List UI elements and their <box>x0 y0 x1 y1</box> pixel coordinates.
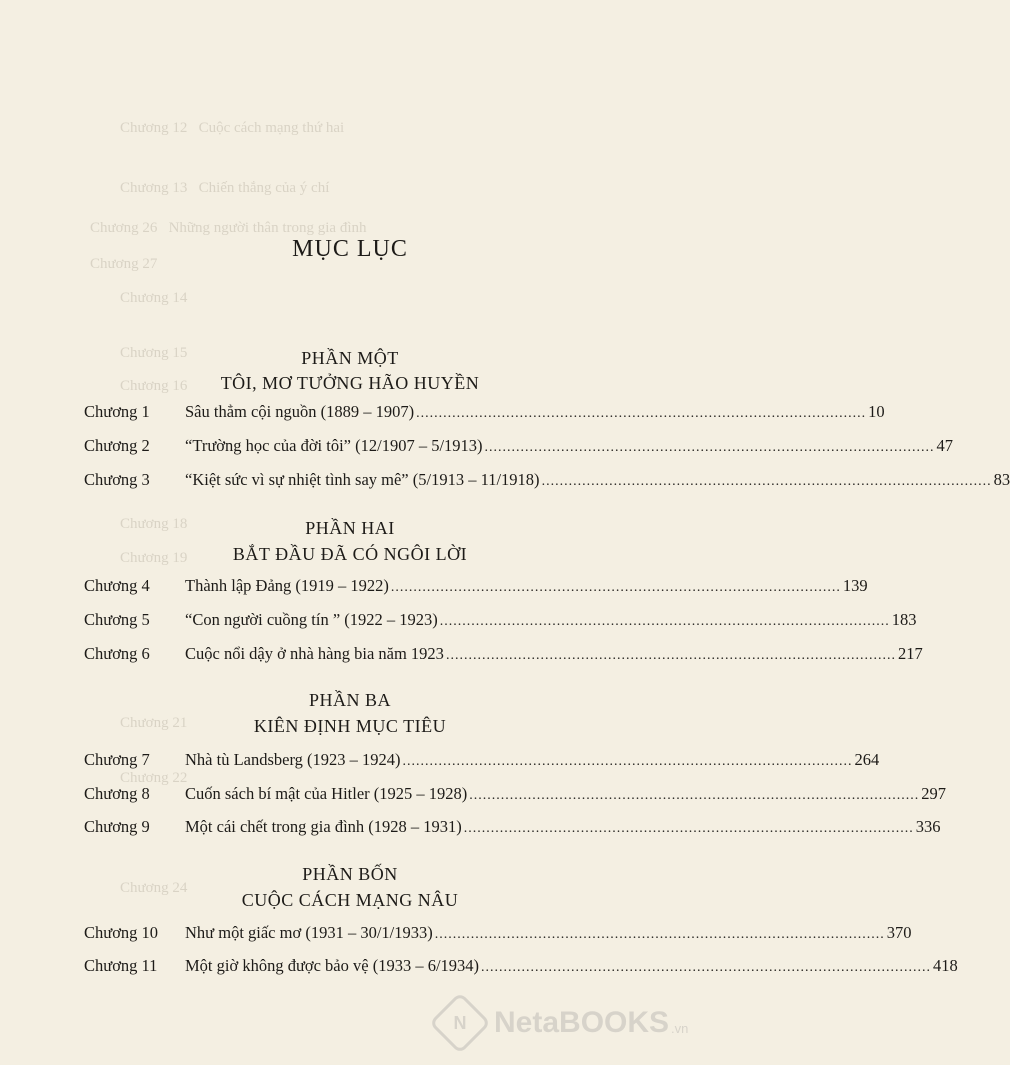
chapter-label: Chương 5 <box>84 610 150 629</box>
chapter-label: Chương 9 <box>84 817 150 836</box>
page-number: 264 <box>854 750 880 769</box>
part-subheading: BẮT ĐẦU ĐÃ CÓ NGÔI LỜI <box>232 544 468 564</box>
toc-entry[interactable] <box>84 784 947 810</box>
netabooks-watermark <box>438 1000 688 1046</box>
page-number: 297 <box>921 784 947 803</box>
toc-entry[interactable] <box>84 402 885 428</box>
watermark-suffix: .vn <box>671 1021 689 1036</box>
chapter-title: Cuộc nổi dậy ở nhà hàng bia năm 1923 <box>185 644 444 663</box>
leader-dots: .................................................................................................... <box>481 960 932 975</box>
chapter-title: Cuốn sách bí mật của Hitler (1925 – 1928) <box>185 784 468 803</box>
leader-dots: .................................................................................................... <box>541 474 992 489</box>
chapter-title: Như một giấc mơ (1931 – 30/1/1933) <box>185 923 433 942</box>
watermark-brand: NetaBOOKS <box>494 1006 670 1039</box>
chapter-label: Chương 11 <box>84 956 158 975</box>
toc-entry[interactable] <box>84 750 880 776</box>
leader-dots: .................................................................................................... <box>484 440 935 455</box>
chapter-title: “Trường học của đời tôi” (12/1907 – 5/1913) <box>185 436 483 455</box>
part-heading: PHẦN BA <box>308 690 391 710</box>
page-number: 418 <box>933 956 958 975</box>
toc-entry[interactable] <box>84 470 1010 496</box>
part-subheading: KIÊN ĐỊNH MỤC TIÊU <box>253 716 447 736</box>
leader-dots: .................................................................................................... <box>402 754 853 769</box>
logo-letter: N <box>453 1012 467 1033</box>
page-number: 10 <box>868 402 885 421</box>
chapter-label: Chương 1 <box>84 402 150 421</box>
part-heading: PHẦN HAI <box>305 518 395 538</box>
chapter-label: Chương 6 <box>84 644 150 663</box>
leader-dots: .................................................................................................... <box>469 788 920 803</box>
part-heading: PHẦN MỘT <box>301 348 399 368</box>
page-number: 83 <box>993 470 1010 489</box>
page-number: 139 <box>842 576 868 595</box>
toc-entry[interactable] <box>84 610 917 636</box>
chapter-title: Thành lập Đảng (1919 – 1922) <box>185 576 389 595</box>
toc-entry[interactable] <box>84 436 954 462</box>
chapter-title: Một cái chết trong gia đình (1928 – 1931) <box>185 817 462 836</box>
toc-entry[interactable] <box>84 923 912 949</box>
leader-dots: .................................................................................................... <box>439 614 890 629</box>
leader-dots: .................................................................................................... <box>445 648 896 663</box>
page-number: 370 <box>886 923 912 942</box>
chapter-label: Chương 2 <box>84 436 150 455</box>
leader-dots: .................................................................................................... <box>434 927 885 942</box>
leader-dots: .................................................................................................... <box>463 821 914 836</box>
leader-dots: .................................................................................................... <box>390 580 841 595</box>
toc-entry[interactable] <box>84 576 868 602</box>
page-title: MỤC LỤC <box>292 236 408 262</box>
page-number: 47 <box>936 436 954 455</box>
toc-entry[interactable] <box>84 817 941 843</box>
toc-entry[interactable] <box>84 644 923 670</box>
chapter-label: Chương 7 <box>84 750 150 769</box>
page-number: 183 <box>891 610 917 629</box>
chapter-title: Nhà tù Landsberg (1923 – 1924) <box>185 750 401 769</box>
page-number: 336 <box>915 817 941 836</box>
part-heading: PHẦN BỐN <box>302 864 398 884</box>
chapter-label: Chương 8 <box>84 784 150 803</box>
chapter-title: Một giờ không được bảo vệ (1933 – 6/1934) <box>185 956 480 975</box>
chapter-label: Chương 10 <box>84 923 159 942</box>
part-subheading: TÔI, MƠ TƯỞNG HÃO HUYỀN <box>220 373 480 393</box>
page-number: 217 <box>897 644 923 663</box>
leader-dots: .................................................................................................... <box>416 406 867 421</box>
part-subheading: CUỘC CÁCH MẠNG NÂU <box>241 890 459 910</box>
chapter-title: “Kiệt sức vì sự nhiệt tình say mê” (5/1913 – 11/1918) <box>185 470 540 489</box>
chapter-title: “Con người cuồng tín ” (1922 – 1923) <box>185 610 438 629</box>
netabooks-logo-icon <box>429 992 491 1054</box>
toc-entry[interactable] <box>84 956 958 982</box>
chapter-title: Sâu thẳm cội nguồn (1889 – 1907) <box>185 402 415 421</box>
chapter-label: Chương 4 <box>84 576 150 595</box>
chapter-label: Chương 3 <box>84 470 150 489</box>
bleed-through-text: Chương 12 Cuộc cách mạng thứ hai Chương 13 Chiến thắng của ý chí Chương 26 Những người thân trong gia đình Chương 27 Chương 14 Chương 15 Chương 16 Chương 18 Chương 19 Chương 21 Chương 22 Chương 24 <box>90 120 367 896</box>
